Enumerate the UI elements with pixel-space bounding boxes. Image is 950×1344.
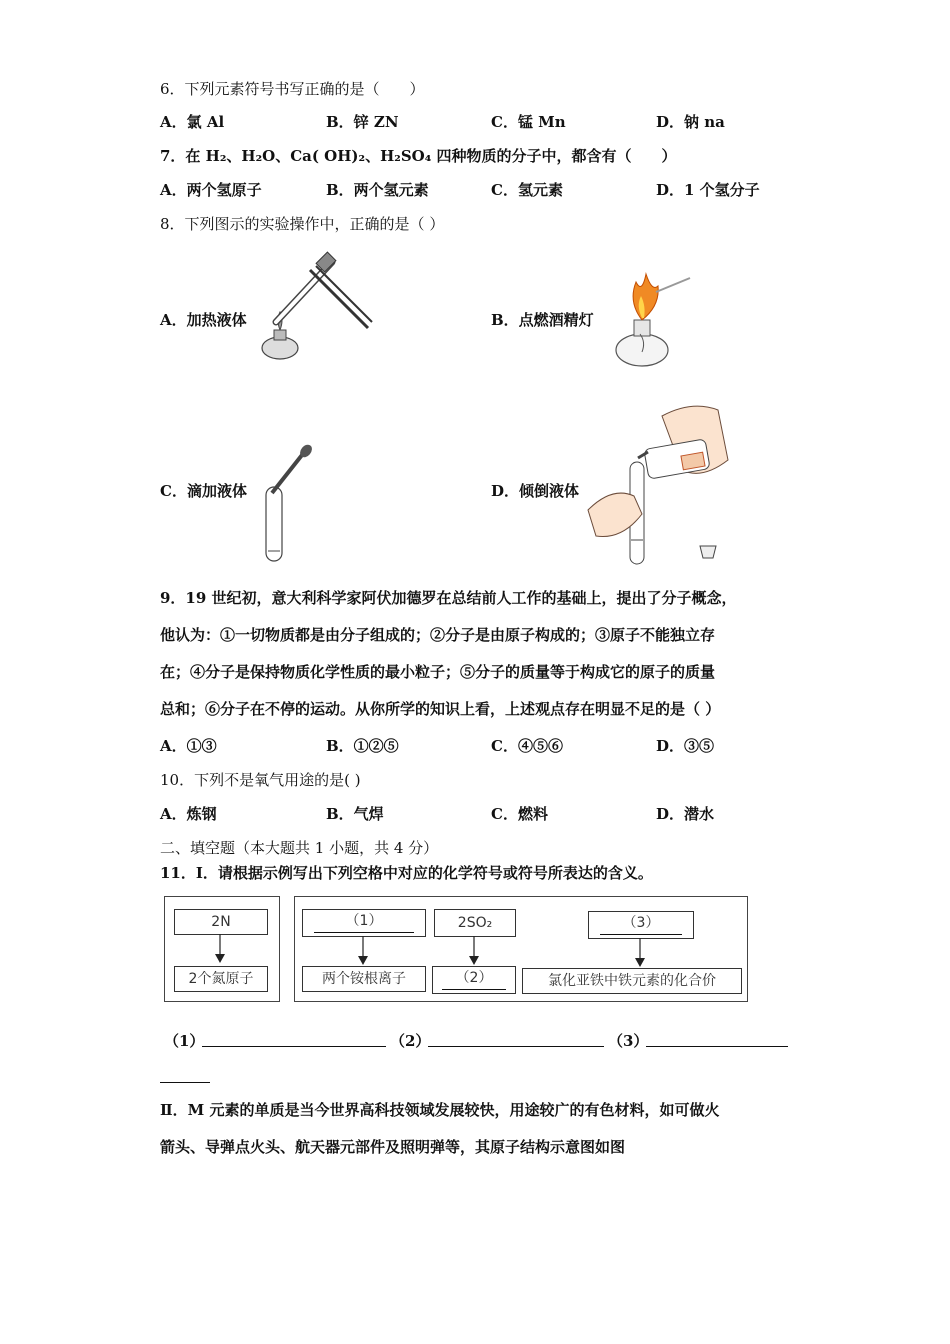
q9-line-4: 总和；⑥分子在不停的运动。从你所学的知识上看，上述观点存在明显不足的是（ ） bbox=[160, 700, 721, 718]
answer-3-label: （3） bbox=[608, 1032, 649, 1050]
heating-liquid-illustration bbox=[250, 250, 380, 368]
q8-option-c: C．滴加液体 bbox=[160, 482, 247, 500]
example-arrow-icon bbox=[212, 934, 228, 964]
q8-option-b: B．点燃酒精灯 bbox=[491, 311, 594, 329]
pouring-liquid-illustration bbox=[582, 400, 732, 570]
q8-option-a: A．加热液体 bbox=[160, 311, 247, 329]
q7-stem: 7．在 H₂、H₂O、Ca( OH)₂、H₂SO₄ 四种物质的分子中，都含有（ ） bbox=[160, 147, 677, 165]
q9-line-2: 他认为：①一切物质都是由分子组成的；②分子是由原子构成的；③原子不能独立存 bbox=[160, 626, 716, 644]
example-top-box: 2N bbox=[174, 909, 268, 935]
q11-part1-stem: 11．Ⅰ．请根据示例写出下列空格中对应的化学符号或符号所表达的含义。 bbox=[160, 864, 653, 882]
q7-option-d: D．1 个氢分子 bbox=[656, 181, 760, 199]
q11-part2-line-2: 箭头、导弹点火头、航天器元部件及照明弹等，其原子结构示意图如图 bbox=[160, 1138, 626, 1156]
q11-part2-text bbox=[160, 1092, 790, 1166]
q10-option-b: B．气焊 bbox=[326, 805, 384, 823]
arrow-3-icon bbox=[632, 938, 648, 968]
arrow-2-icon bbox=[466, 936, 482, 966]
q10-stem: 10．下列不是氧气用途的是( ) bbox=[160, 771, 361, 789]
blank-1-box bbox=[302, 909, 426, 937]
example-bottom-box: 2个氮原子 bbox=[174, 966, 268, 992]
blank-1-label: （1） bbox=[314, 910, 414, 933]
q10-option-a: A．炼钢 bbox=[160, 805, 217, 823]
q6-option-d: D．钠 na bbox=[656, 113, 725, 131]
item-3-bottom-box: 氯化亚铁中铁元素的化合价 bbox=[522, 968, 742, 994]
blank-2-box bbox=[432, 966, 516, 994]
q9-line-3: 在；④分子是保持物质化学性质的最小粒子；⑤分子的质量等于构成它的原子的质量 bbox=[160, 663, 716, 681]
blank-3-box bbox=[588, 911, 694, 939]
q6-option-b: B．锌 ZN bbox=[326, 113, 399, 131]
q10-option-d: D．潜水 bbox=[656, 805, 715, 823]
q9-option-a: A．①③ bbox=[160, 737, 217, 755]
answer-1-label: （1） bbox=[164, 1032, 205, 1050]
answer-2-label: （2） bbox=[390, 1032, 431, 1050]
q10-option-c: C．燃料 bbox=[491, 805, 548, 823]
q8-option-d: D．倾倒液体 bbox=[491, 482, 580, 500]
answer-3-line-continued[interactable] bbox=[160, 1082, 210, 1083]
answer-2-line[interactable] bbox=[428, 1046, 604, 1047]
item-1-bottom-box: 两个铵根离子 bbox=[302, 966, 426, 992]
answer-3-line[interactable] bbox=[646, 1046, 788, 1047]
q9-option-b: B．①②⑤ bbox=[326, 737, 399, 755]
q7-option-b: B．两个氢元素 bbox=[326, 181, 429, 199]
lighting-lamp-illustration bbox=[606, 268, 696, 370]
q7-option-c: C．氢元素 bbox=[491, 181, 563, 199]
item-2-top-box: 2SO₂ bbox=[434, 909, 516, 937]
q8-stem: 8．下列图示的实验操作中，正确的是（ ） bbox=[160, 215, 445, 233]
q9-stem bbox=[160, 580, 790, 728]
q9-line-1: 9．19 世纪初，意大利科学家阿伏加德罗在总结前人工作的基础上，提出了分子概念， bbox=[160, 589, 737, 607]
q11-part2-line-1: Ⅱ．M 元素的单质是当今世界高科技领域发展较快，用途较广的有色材料，如可做火 bbox=[160, 1101, 720, 1119]
q6-option-c: C．锰 Mn bbox=[491, 113, 566, 131]
blank-2-label: （2） bbox=[442, 967, 506, 990]
dropping-liquid-illustration bbox=[258, 443, 318, 567]
answer-1-line[interactable] bbox=[202, 1046, 386, 1047]
q6-stem: 6．下列元素符号书写正确的是（ ） bbox=[160, 80, 425, 98]
q7-option-a: A．两个氢原子 bbox=[160, 181, 262, 199]
section-2-heading: 二、填空题（本大题共 1 小题，共 4 分） bbox=[160, 839, 439, 857]
blank-3-label: （3） bbox=[600, 912, 682, 935]
q9-option-d: D．③⑤ bbox=[656, 737, 715, 755]
q9-option-c: C．④⑤⑥ bbox=[491, 737, 563, 755]
arrow-1-icon bbox=[355, 936, 371, 966]
q6-option-a: A．氯 Al bbox=[160, 113, 225, 131]
